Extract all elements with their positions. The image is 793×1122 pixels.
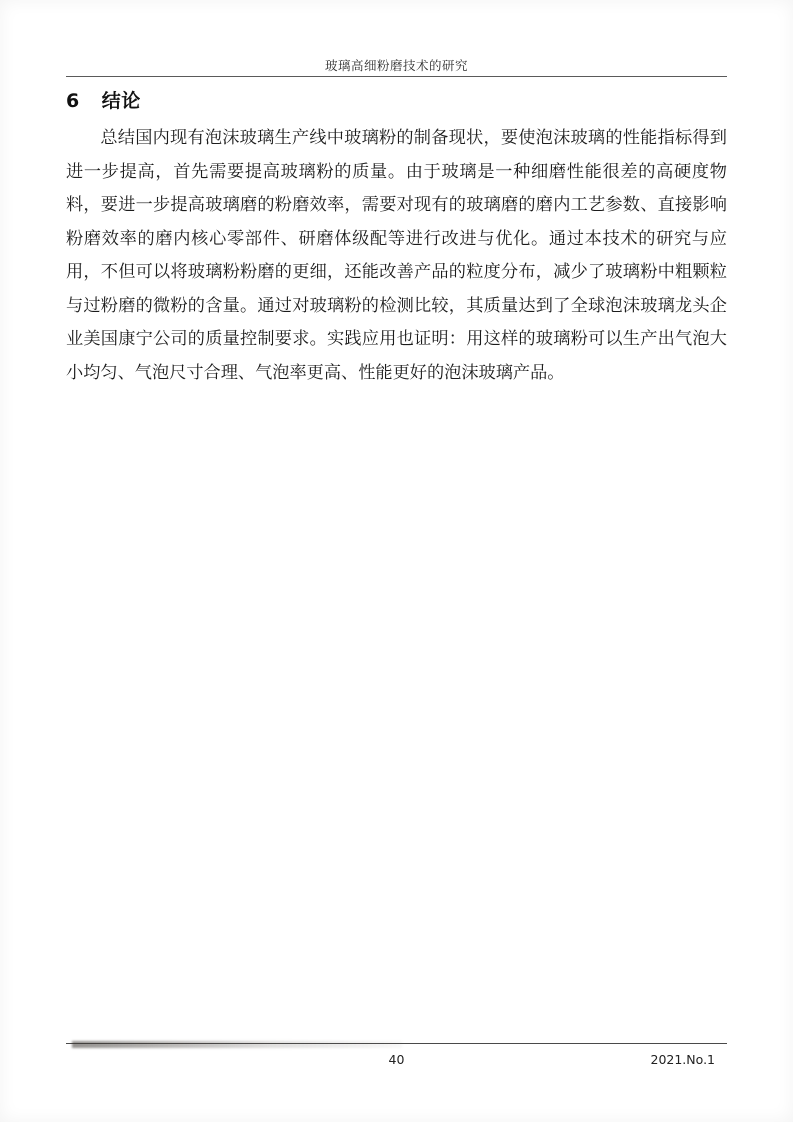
section-number: 6 — [66, 90, 80, 112]
conclusion-paragraph: 总结国内现有泡沫玻璃生产线中玻璃粉的制备现状，要使泡沫玻璃的性能指标得到进一步提高，首先需要提高玻璃粉的质量。由于玻璃是一种细磨性能很差的高硬度物料，要进一步提高玻璃磨的粉磨效率，需要对现有的玻璃磨的磨内工艺参数、直接影响粉磨效率的磨内核心零部件、研磨体级配等进行改进与优化。通过本技术的研究与应用，不但可以将玻璃粉粉磨的更细，还能改善产品的粒度分布，减少了玻璃粉中粗颗粒与过粉磨的微粉的含量。通过对玻璃粉的检测比较，其质量达到了全球泡沫玻璃龙头企业美国康宁公司的质量控制要求。实践应用也证明：用这样的玻璃粉可以生产出气泡大小均匀、气泡尺寸合理、气泡率更高、性能更好的泡沫玻璃产品。 — [66, 128, 727, 383]
page-number: 40 — [388, 1052, 405, 1067]
running-head: 玻璃高细粉磨技术的研究 — [324, 58, 468, 73]
issue-label: 2021.No.1 — [650, 1052, 715, 1067]
section-heading — [66, 86, 141, 113]
section-title-text: 结论 — [101, 90, 141, 112]
page-footer — [66, 1052, 727, 1070]
header-divider — [66, 76, 727, 77]
scan-artifact — [72, 1041, 402, 1048]
